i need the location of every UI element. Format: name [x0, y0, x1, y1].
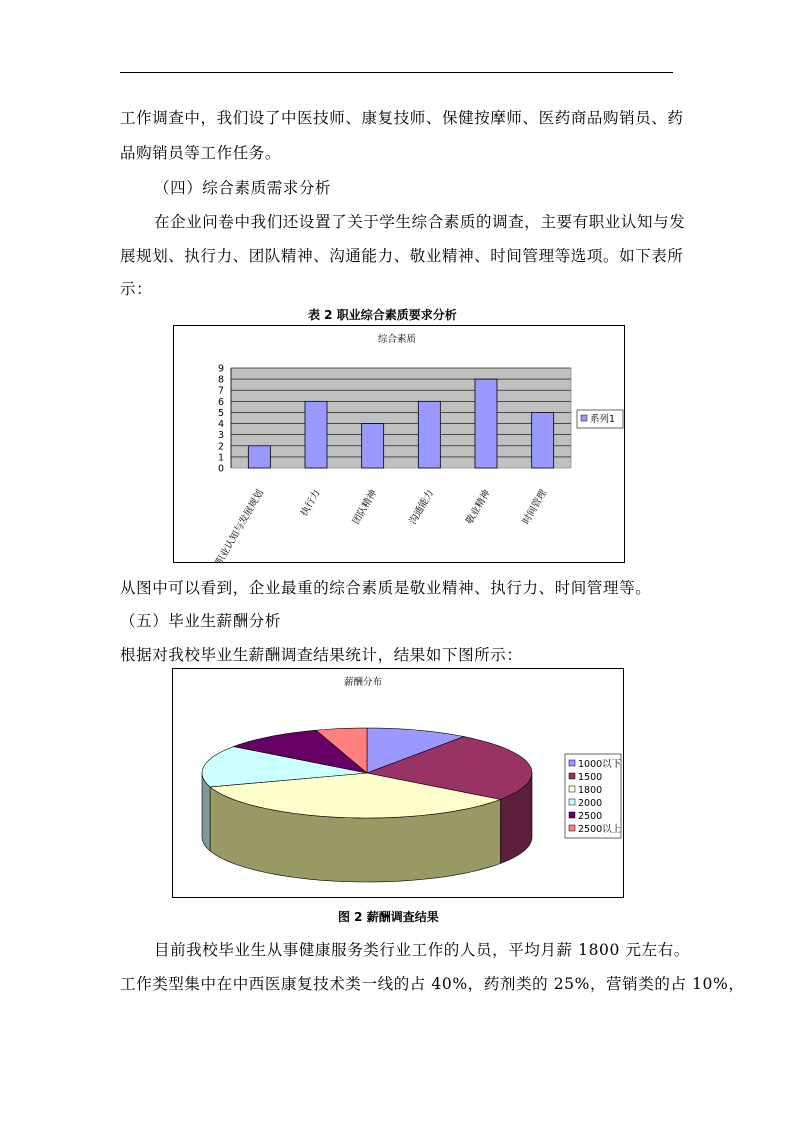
chart-title: 薪酬分布 [343, 677, 383, 688]
paragraph-line: 展规划、执行力、团队精神、沟通能力、敬业精神、时间管理等选项。如下表所 [120, 247, 684, 265]
x-tick-label: 敬业精神 [464, 488, 493, 527]
x-tick-label: 团队精神 [350, 488, 380, 527]
x-tick-label: 职业认知与发展规划 [213, 488, 266, 562]
legend-label: 系列1 [590, 414, 616, 425]
legend-label: 2500 [578, 811, 603, 822]
figure-caption: 图 2 薪酬调查结果 [338, 910, 439, 924]
paragraph-line: 目前我校毕业生从事健康服务类行业工作的人员，平均月薪 1800 元左右。 [154, 941, 690, 959]
legend-swatch [569, 786, 575, 792]
legend-label: 2000 [578, 798, 603, 809]
bar [418, 401, 440, 468]
chart-title: 综合素质 [377, 334, 417, 345]
bar-chart-frame [173, 325, 625, 563]
y-tick-label: 1 [217, 452, 224, 464]
header-rule [120, 72, 673, 73]
paragraph-line: 工作类型集中在中西医康复技术类一线的占 40%，药剂类的 25%，营销类的占 10%， [120, 975, 745, 993]
legend-swatch [569, 773, 575, 779]
paragraph-line: 品购销员等工作任务。 [120, 144, 282, 162]
y-tick-label: 8 [217, 374, 224, 386]
legend-label: 1800 [578, 785, 603, 796]
y-tick-label: 3 [217, 430, 224, 442]
pie-chart [173, 669, 623, 897]
section-heading-4: （四）综合素质需求分析 [154, 179, 332, 197]
legend-label: 1000以下 [578, 759, 622, 770]
plot-area [231, 368, 571, 468]
y-tick-label: 2 [217, 441, 224, 453]
x-tick-label: 时间管理 [520, 488, 550, 527]
paragraph-line: 示： [120, 280, 153, 298]
bar [532, 412, 554, 468]
bar [475, 379, 497, 468]
paragraph-line: 根据对我校毕业生薪酬调查结果统计，结果如下图所示： [120, 646, 523, 664]
bar-chart [174, 326, 624, 562]
legend-swatch [569, 812, 575, 818]
paragraph-line: 在企业问卷中我们还设置了关于学生综合素质的调查，主要有职业认知与发 [154, 213, 686, 231]
legend-swatch [569, 799, 575, 805]
bar [305, 401, 327, 468]
paragraph-line: 工作调查中，我们设了中医技师、康复技师、保健按摩师、医药商品购销员、药 [120, 109, 684, 127]
legend-swatch [581, 415, 587, 421]
y-tick-label: 4 [217, 419, 224, 431]
legend-label: 1500 [578, 772, 603, 783]
bar [248, 446, 270, 468]
legend-label: 2500以上 [578, 824, 622, 835]
y-tick-label: 9 [217, 363, 224, 375]
y-tick-label: 5 [217, 407, 224, 419]
pie-chart-frame [172, 668, 624, 898]
y-tick-label: 0 [217, 463, 224, 475]
legend-swatch [569, 825, 575, 831]
bar [362, 424, 384, 468]
x-tick-label: 沟通能力 [407, 488, 436, 527]
y-tick-label: 7 [217, 385, 224, 397]
table-caption: 表 2 职业综合素质要求分析 [308, 308, 457, 322]
y-tick-label: 6 [217, 396, 224, 408]
paragraph-line: 从图中可以看到，企业最重的综合素质是敬业精神、执行力、时间管理等。 [120, 579, 652, 597]
section-heading-5: （五）毕业生薪酬分析 [120, 612, 282, 630]
x-tick-label: 执行力 [298, 488, 323, 519]
legend-swatch [569, 760, 575, 766]
